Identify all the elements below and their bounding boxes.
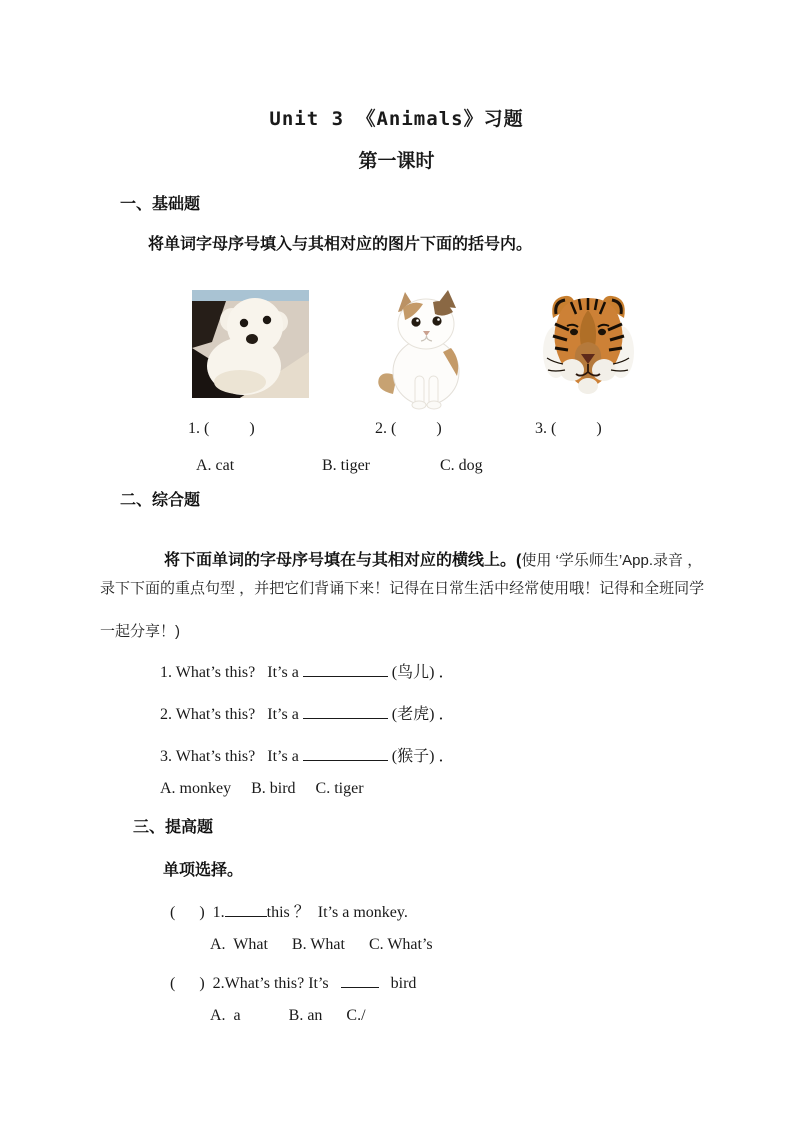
tiger-illustration: [527, 272, 634, 420]
question-text: ( ) 2.What’s this? It’s: [170, 975, 341, 992]
section2-options: A. monkey B. bird C. tiger: [160, 780, 364, 797]
question-hint: (老虎) ．: [387, 706, 455, 723]
word-option-c: C. dog: [440, 457, 483, 474]
question-text: this ？ It’s a monkey.: [266, 904, 408, 921]
question-text: 3. What’s this? It’s a: [160, 748, 303, 765]
blank-line: [303, 703, 388, 719]
section2-note-rest: 使用 ‘学乐师生’App.录音 ，: [521, 552, 703, 569]
page-subtitle: 第一课时: [358, 151, 435, 172]
section3-heading: 三、提高题: [133, 819, 214, 836]
blank-line: [341, 972, 379, 988]
blank-line: [225, 901, 267, 917]
cat-image: [373, 290, 480, 410]
cat-photo: [357, 272, 480, 433]
section3-subheading: 单项选择。: [163, 862, 244, 879]
tiger-image: [543, 290, 634, 397]
choice-question-1: [170, 899, 408, 922]
word-option-a: A. cat: [196, 457, 235, 474]
fill-question-2: [160, 701, 454, 724]
question-text: bird: [378, 975, 417, 992]
word-option-b: B. tiger: [322, 457, 370, 474]
question-text: 2. What’s this? It’s a: [160, 706, 303, 723]
dog-image: [192, 290, 309, 398]
section2-note-line3: 一起分享！): [100, 623, 180, 640]
section1-instruction: 将单词字母序号填入与其相对应的图片下面的括号内。: [148, 236, 533, 253]
section2-note-bold: 将下面单词的字母序号填在与其相对应的横线上。(: [164, 552, 522, 569]
choice-question-2-options: A. a B. an C./: [210, 1007, 366, 1024]
dog-photo: [176, 272, 309, 421]
question-text: 1. What’s this? It’s a: [160, 664, 303, 681]
question-text: ( ) 1.: [170, 904, 225, 921]
blank-line: [303, 745, 388, 761]
fill-question-1: [160, 659, 454, 682]
answer-slot-2: 2. ( ): [375, 420, 442, 437]
fill-question-3: [160, 743, 454, 766]
section1-heading: 一、基础题: [120, 196, 201, 213]
choice-question-1-options: A. What B. What C. What’s: [210, 936, 433, 953]
page-title: Unit 3 《Animals》习题: [269, 108, 524, 130]
question-hint: (鸟儿) ．: [387, 664, 455, 681]
answer-slot-1: 1. ( ): [188, 420, 255, 437]
question-hint: (猴子) ．: [387, 748, 455, 765]
answer-slot-3: 3. ( ): [535, 420, 602, 437]
blank-line: [303, 661, 388, 677]
section2-heading: 二、综合题: [120, 492, 201, 509]
choice-question-2: [170, 972, 416, 993]
section2-note-line2: 录下下面的重点句型 ，并把它们背诵下来！记得在日常生活中经常使用哦！记得和全班同学: [100, 580, 705, 597]
